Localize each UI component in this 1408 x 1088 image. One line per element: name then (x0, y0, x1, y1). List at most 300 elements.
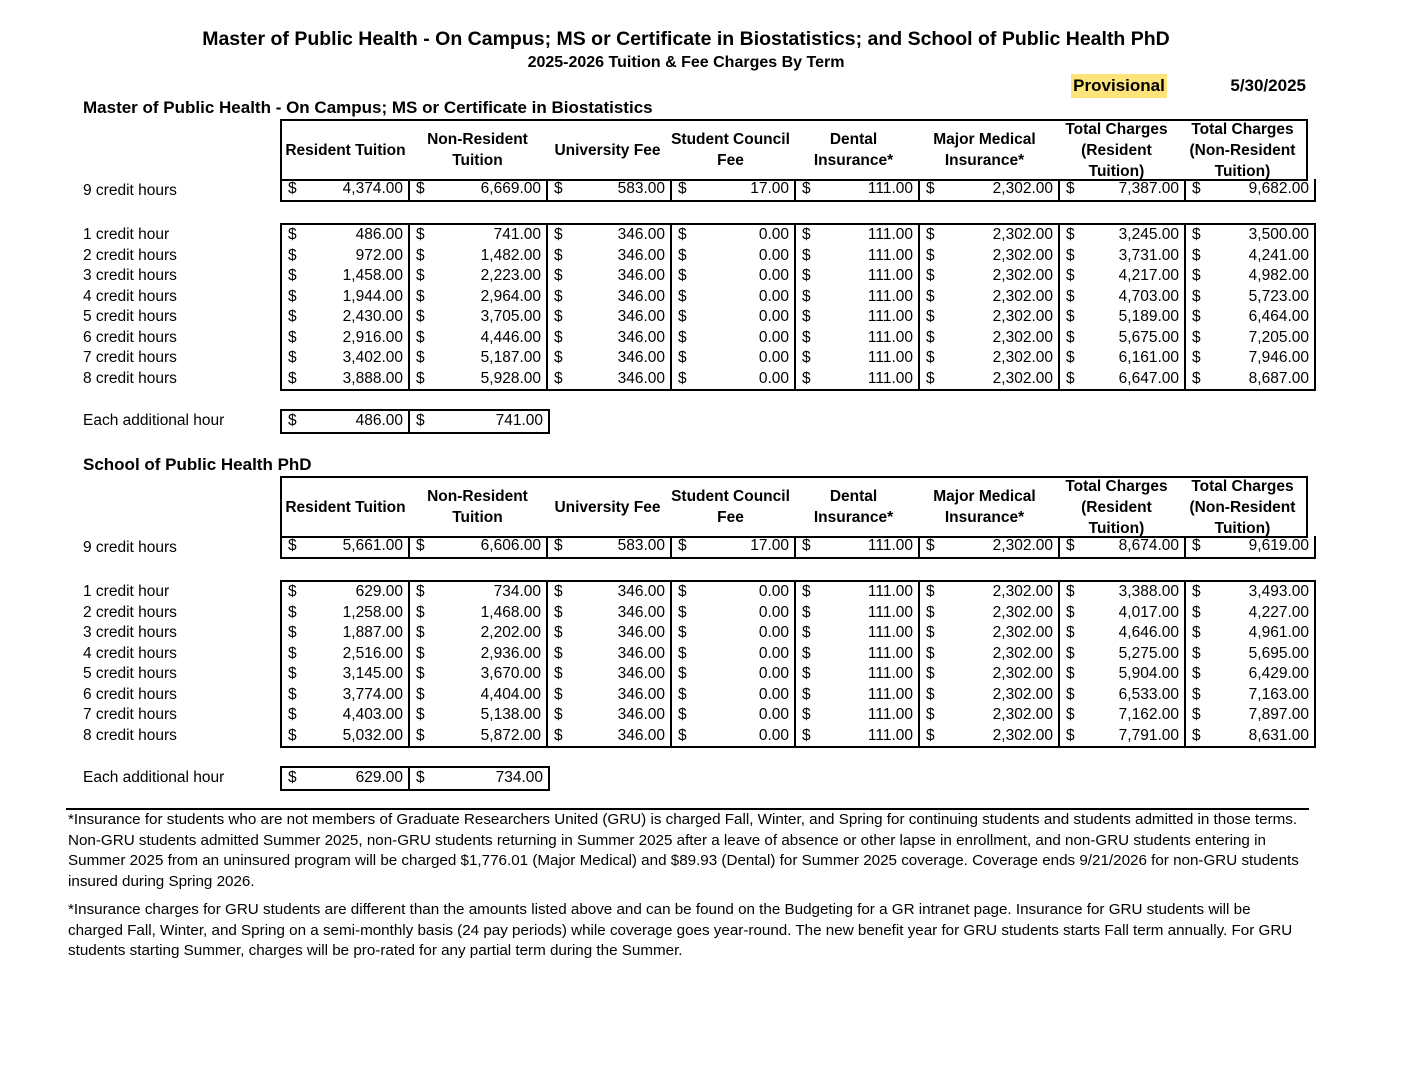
amount-value: 0.00 (758, 665, 789, 683)
amount-value: 0.00 (758, 706, 789, 724)
amount-value: 111.00 (867, 685, 913, 703)
currency-symbol: $ (802, 287, 811, 305)
amount-value: 111.00 (867, 706, 913, 724)
amount-value: 3,500.00 (1248, 226, 1309, 244)
amount-value: 1,887.00 (342, 624, 403, 642)
amount-value: 346.00 (617, 644, 665, 662)
amount-cell (282, 246, 410, 267)
row-label: 4 credit hours (83, 644, 177, 662)
amount-value: 3,888.00 (342, 369, 403, 387)
column-header: Total Charges (Resident Tuition) (1065, 477, 1168, 537)
amount-value: 346.00 (617, 349, 665, 367)
amount-value: 4,703.00 (1118, 287, 1179, 305)
amount-cell (672, 664, 796, 685)
column-header: Dental Insurance* (813, 488, 894, 526)
amount-cell (410, 348, 548, 369)
amount-cell (796, 603, 920, 624)
amount-value: 6,533.00 (1118, 685, 1179, 703)
amount-cell (1186, 307, 1314, 328)
amount-value: 111.00 (867, 328, 913, 346)
amount-value: 5,187.00 (480, 349, 541, 367)
row-label: Each additional hour (83, 412, 225, 429)
amount-cell (410, 603, 548, 624)
amount-cell (282, 266, 410, 287)
amount-value: 5,723.00 (1248, 287, 1309, 305)
amount-value: 2,302.00 (992, 369, 1053, 387)
column-header: Student Council Fee (671, 131, 790, 169)
amount-cell (410, 225, 548, 246)
amount-cell (1186, 664, 1314, 685)
amount-cell (920, 582, 1060, 603)
currency-symbol: $ (926, 349, 935, 367)
table-row (282, 287, 1314, 308)
amount-cell (672, 582, 796, 603)
currency-symbol: $ (802, 308, 811, 326)
amount-cell (1186, 644, 1314, 665)
amount-value: 2,302.00 (992, 685, 1053, 703)
row-label: 1 credit hour (83, 583, 170, 600)
amount-value: 5,928.00 (480, 369, 541, 387)
amount-cell (1186, 582, 1314, 603)
amount-cell (548, 307, 672, 328)
amount-value: 8,631.00 (1248, 726, 1309, 744)
amount-value: 2,302.00 (992, 246, 1053, 264)
currency-symbol: $ (416, 246, 425, 264)
row-label: 9 credit hours (83, 539, 177, 556)
table-row (282, 726, 1314, 747)
amount-value: 4,217.00 (1118, 267, 1179, 285)
currency-symbol: $ (1192, 644, 1201, 662)
currency-symbol: $ (288, 537, 297, 555)
currency-symbol: $ (1066, 726, 1075, 744)
table-row (282, 536, 1314, 557)
amount-value: 2,302.00 (992, 226, 1053, 244)
amount-value: 111.00 (867, 665, 913, 683)
amount-value: 3,670.00 (480, 665, 541, 683)
amount-cell (920, 685, 1060, 706)
amount-cell (548, 685, 672, 706)
currency-symbol: $ (1066, 226, 1075, 244)
currency-symbol: $ (802, 267, 811, 285)
amount-cell (1060, 266, 1186, 287)
column-header: Non-Resident Tuition (427, 131, 528, 169)
amount-cell (920, 179, 1060, 200)
amount-cell (796, 307, 920, 328)
amount-value: 346.00 (617, 726, 665, 744)
currency-symbol: $ (802, 226, 811, 244)
amount-cell (548, 582, 672, 603)
currency-symbol: $ (554, 308, 563, 326)
amount-cell (282, 768, 410, 789)
amount-cell (548, 287, 672, 308)
currency-symbol: $ (416, 537, 425, 555)
amount-value: 6,647.00 (1118, 369, 1179, 387)
amount-cell (410, 266, 548, 287)
amount-cell (1060, 246, 1186, 267)
amount-value: 2,302.00 (992, 349, 1053, 367)
amount-value: 346.00 (617, 226, 665, 244)
amount-value: 6,464.00 (1248, 308, 1309, 326)
amount-cell (796, 266, 920, 287)
amount-value: 2,516.00 (342, 644, 403, 662)
amount-value: 741.00 (493, 226, 541, 244)
amount-value: 346.00 (617, 328, 665, 346)
currency-symbol: $ (802, 180, 811, 198)
amount-value: 2,302.00 (992, 537, 1053, 555)
currency-symbol: $ (288, 328, 297, 346)
amount-value: 2,302.00 (992, 267, 1053, 285)
amount-cell (672, 179, 796, 200)
amount-value: 6,606.00 (480, 537, 541, 555)
currency-symbol: $ (678, 369, 687, 387)
currency-symbol: $ (416, 328, 425, 346)
table-row (282, 179, 1314, 200)
currency-symbol: $ (288, 287, 297, 305)
amount-cell (548, 623, 672, 644)
amount-cell (410, 664, 548, 685)
currency-symbol: $ (288, 349, 297, 367)
amount-value: 2,202.00 (480, 624, 541, 642)
currency-symbol: $ (554, 349, 563, 367)
amount-cell (920, 266, 1060, 287)
amount-value: 346.00 (617, 665, 665, 683)
currency-symbol: $ (926, 246, 935, 264)
amount-value: 3,145.00 (342, 665, 403, 683)
currency-symbol: $ (678, 624, 687, 642)
amount-value: 0.00 (758, 685, 789, 703)
amount-value: 8,687.00 (1248, 369, 1309, 387)
column-header: Resident Tuition (285, 141, 406, 159)
currency-symbol: $ (554, 706, 563, 724)
amount-value: 7,791.00 (1118, 726, 1179, 744)
amount-cell (796, 179, 920, 200)
amount-value: 2,916.00 (342, 328, 403, 346)
amount-cell (282, 726, 410, 747)
currency-symbol: $ (554, 726, 563, 744)
amount-cell (672, 369, 796, 390)
amount-value: 0.00 (758, 644, 789, 662)
amount-value: 0.00 (758, 267, 789, 285)
row-label: 2 credit hours (83, 246, 177, 264)
table-row (282, 246, 1314, 267)
currency-symbol: $ (288, 180, 297, 198)
currency-symbol: $ (416, 349, 425, 367)
amount-value: 2,964.00 (480, 287, 541, 305)
currency-symbol: $ (416, 308, 425, 326)
currency-symbol: $ (554, 328, 563, 346)
section-title: Master of Public Health - On Campus; MS or Certificate in Biostatistics (83, 98, 653, 117)
currency-symbol: $ (1192, 226, 1201, 244)
table-header (280, 476, 1308, 538)
currency-symbol: $ (416, 644, 425, 662)
amount-cell (548, 644, 672, 665)
currency-symbol: $ (926, 726, 935, 744)
amount-value: 2,302.00 (992, 603, 1053, 621)
currency-symbol: $ (416, 267, 425, 285)
amount-value: 346.00 (617, 308, 665, 326)
amount-cell (410, 768, 548, 789)
currency-symbol: $ (1192, 706, 1201, 724)
row-label: 5 credit hours (83, 308, 177, 325)
insurance-note-non-gru: *Insurance for students who are not members of Graduate Researchers United (GRU) is charged Fall, Winter, and Spring for continuing students and students admitted in those terms. Non-GRU students admitted Summer 2025, non-GRU students returning in Summer 2025 after a leave of absence or other lapse in enrollment, and non-GRU students entering in Summer 2025 from an uninsured program will be charged $1,776.01 (Major Medical) and $89.93 (Dental) for Summer 2025 coverage. Coverage ends 9/21/2026 for non-GRU students insured during Spring 2026. (68, 811, 1299, 890)
amount-cell (796, 726, 920, 747)
currency-symbol: $ (416, 624, 425, 642)
amount-cell (282, 536, 410, 557)
column-header: Major Medical Insurance* (933, 131, 1036, 169)
amount-cell (920, 307, 1060, 328)
table-row (282, 644, 1314, 665)
amount-cell (410, 705, 548, 726)
amount-value: 2,223.00 (480, 267, 541, 285)
table-row (282, 307, 1314, 328)
currency-symbol: $ (1192, 583, 1201, 601)
amount-value: 4,446.00 (480, 328, 541, 346)
row-label: 5 credit hours (83, 665, 177, 682)
amount-cell (672, 623, 796, 644)
page-subtitle: 2025-2026 Tuition & Fee Charges By Term (527, 54, 845, 71)
currency-symbol: $ (1066, 369, 1075, 387)
amount-cell (1060, 685, 1186, 706)
currency-symbol: $ (678, 537, 687, 555)
currency-symbol: $ (416, 603, 425, 621)
amount-cell (410, 411, 548, 432)
amount-cell (796, 705, 920, 726)
amount-value: 2,302.00 (992, 644, 1053, 662)
amount-value: 5,904.00 (1118, 665, 1179, 683)
currency-symbol: $ (802, 726, 811, 744)
currency-symbol: $ (802, 583, 811, 601)
amount-value: 111.00 (867, 287, 913, 305)
amount-cell (282, 685, 410, 706)
amount-value: 2,302.00 (992, 726, 1053, 744)
amount-value: 0.00 (758, 328, 789, 346)
amount-value: 1,944.00 (342, 287, 403, 305)
amount-cell (1186, 685, 1314, 706)
currency-symbol: $ (288, 665, 297, 683)
table-row (282, 225, 1314, 246)
amount-value: 111.00 (867, 369, 913, 387)
amount-cell (1060, 664, 1186, 685)
currency-symbol: $ (416, 726, 425, 744)
amount-cell (282, 328, 410, 349)
row-label: 1 credit hour (83, 226, 170, 243)
currency-symbol: $ (1066, 308, 1075, 326)
amount-value: 2,936.00 (480, 644, 541, 662)
amount-value: 629.00 (355, 583, 403, 601)
amount-value: 3,493.00 (1248, 583, 1309, 601)
amount-value: 486.00 (355, 226, 403, 244)
amount-cell (920, 705, 1060, 726)
amount-value: 8,674.00 (1118, 537, 1179, 555)
currency-symbol: $ (288, 603, 297, 621)
amount-value: 5,275.00 (1118, 644, 1179, 662)
currency-symbol: $ (926, 267, 935, 285)
currency-symbol: $ (678, 583, 687, 601)
amount-cell (672, 685, 796, 706)
currency-symbol: $ (554, 267, 563, 285)
amount-value: 346.00 (617, 685, 665, 703)
amount-value: 111.00 (867, 226, 913, 244)
currency-symbol: $ (554, 644, 563, 662)
amount-value: 2,302.00 (992, 287, 1053, 305)
currency-symbol: $ (416, 226, 425, 244)
amount-value: 1,468.00 (480, 603, 541, 621)
amount-value: 6,669.00 (480, 180, 541, 198)
currency-symbol: $ (416, 412, 425, 430)
amount-cell (796, 369, 920, 390)
amount-cell (672, 287, 796, 308)
amount-cell (1060, 603, 1186, 624)
amount-cell (796, 582, 920, 603)
amount-cell (548, 369, 672, 390)
amount-value: 5,695.00 (1248, 644, 1309, 662)
row-label: 4 credit hours (83, 287, 177, 305)
currency-symbol: $ (1192, 665, 1201, 683)
amount-cell (1060, 726, 1186, 747)
amount-cell (282, 623, 410, 644)
amount-cell (282, 179, 410, 200)
amount-value: 111.00 (867, 583, 913, 601)
currency-symbol: $ (1192, 685, 1201, 703)
currency-symbol: $ (288, 308, 297, 326)
currency-symbol: $ (802, 369, 811, 387)
currency-symbol: $ (802, 349, 811, 367)
amount-value: 7,387.00 (1118, 180, 1179, 198)
amount-cell (410, 307, 548, 328)
amount-cell (1186, 623, 1314, 644)
row-label: 8 credit hours (83, 726, 177, 744)
amount-value: 6,429.00 (1248, 665, 1309, 683)
amount-value: 0.00 (758, 369, 789, 387)
page-title: Master of Public Health - On Campus; MS or Certificate in Biostatistics; and School of Public Health PhD (202, 28, 1170, 50)
amount-cell (1060, 705, 1186, 726)
currency-symbol: $ (678, 685, 687, 703)
amount-cell (548, 328, 672, 349)
amount-value: 4,241.00 (1248, 246, 1309, 264)
currency-symbol: $ (288, 267, 297, 285)
currency-symbol: $ (678, 287, 687, 305)
amount-cell (1060, 307, 1186, 328)
amount-cell (920, 603, 1060, 624)
amount-value: 111.00 (867, 624, 913, 642)
currency-symbol: $ (926, 287, 935, 305)
currency-symbol: $ (554, 180, 563, 198)
column-header: Total Charges (Non-Resident Tuition) (1189, 477, 1296, 537)
row-label: 7 credit hours (83, 349, 177, 366)
amount-value: 3,245.00 (1118, 226, 1179, 244)
column-header: Non-Resident Tuition (427, 488, 528, 526)
currency-symbol: $ (678, 603, 687, 621)
currency-symbol: $ (416, 287, 425, 305)
amount-value: 346.00 (617, 583, 665, 601)
amount-cell (796, 348, 920, 369)
amount-cell (1060, 348, 1186, 369)
currency-symbol: $ (554, 226, 563, 244)
amount-cell (1186, 603, 1314, 624)
amount-value: 0.00 (758, 624, 789, 642)
amount-value: 5,189.00 (1118, 308, 1179, 326)
amount-cell (1186, 348, 1314, 369)
amount-cell (672, 705, 796, 726)
amount-value: 1,458.00 (342, 267, 403, 285)
currency-symbol: $ (926, 180, 935, 198)
currency-symbol: $ (802, 706, 811, 724)
row-label: 8 credit hours (83, 369, 177, 387)
amount-cell (1060, 369, 1186, 390)
amount-value: 2,302.00 (992, 180, 1053, 198)
currency-symbol: $ (802, 328, 811, 346)
amount-cell (282, 664, 410, 685)
amount-value: 2,302.00 (992, 624, 1053, 642)
currency-symbol: $ (554, 537, 563, 555)
table-row (282, 685, 1314, 706)
currency-symbol: $ (1066, 537, 1075, 555)
row-label: 6 credit hours (83, 685, 177, 703)
amount-cell (1186, 726, 1314, 747)
currency-symbol: $ (288, 726, 297, 744)
currency-symbol: $ (802, 537, 811, 555)
currency-symbol: $ (926, 226, 935, 244)
amount-cell (548, 266, 672, 287)
amount-value: 5,032.00 (342, 726, 403, 744)
currency-symbol: $ (802, 624, 811, 642)
amount-cell (672, 536, 796, 557)
additional-hour-table (280, 409, 550, 434)
amount-cell (282, 287, 410, 308)
amount-cell (282, 603, 410, 624)
currency-symbol: $ (288, 644, 297, 662)
amount-cell (672, 603, 796, 624)
currency-symbol: $ (926, 685, 935, 703)
amount-cell (796, 536, 920, 557)
amount-cell (672, 328, 796, 349)
column-header: Resident Tuition (285, 498, 406, 516)
amount-cell (672, 307, 796, 328)
amount-cell (1186, 246, 1314, 267)
amount-cell (410, 369, 548, 390)
amount-value: 111.00 (867, 644, 913, 662)
currency-symbol: $ (678, 180, 687, 198)
currency-symbol: $ (288, 624, 297, 642)
amount-cell (1186, 369, 1314, 390)
column-header: University Fee (554, 498, 661, 516)
currency-symbol: $ (926, 624, 935, 642)
amount-value: 2,302.00 (992, 328, 1053, 346)
amount-value: 346.00 (617, 267, 665, 285)
amount-cell (1060, 179, 1186, 200)
amount-value: 6,161.00 (1118, 349, 1179, 367)
amount-value: 111.00 (867, 537, 913, 555)
amount-value: 629.00 (355, 769, 403, 787)
currency-symbol: $ (554, 665, 563, 683)
currency-symbol: $ (554, 603, 563, 621)
amount-cell (410, 246, 548, 267)
currency-symbol: $ (802, 685, 811, 703)
amount-cell (548, 179, 672, 200)
amount-cell (920, 348, 1060, 369)
amount-value: 5,661.00 (342, 537, 403, 555)
row-label: Each additional hour (83, 769, 225, 786)
amount-value: 0.00 (758, 726, 789, 744)
table-row (282, 582, 1314, 603)
amount-value: 111.00 (867, 180, 913, 198)
amount-value: 741.00 (495, 412, 543, 430)
currency-symbol: $ (1192, 180, 1201, 198)
amount-cell (410, 179, 548, 200)
amount-value: 4,017.00 (1118, 603, 1179, 621)
amount-value: 5,675.00 (1118, 328, 1179, 346)
amount-value: 7,205.00 (1248, 328, 1309, 346)
